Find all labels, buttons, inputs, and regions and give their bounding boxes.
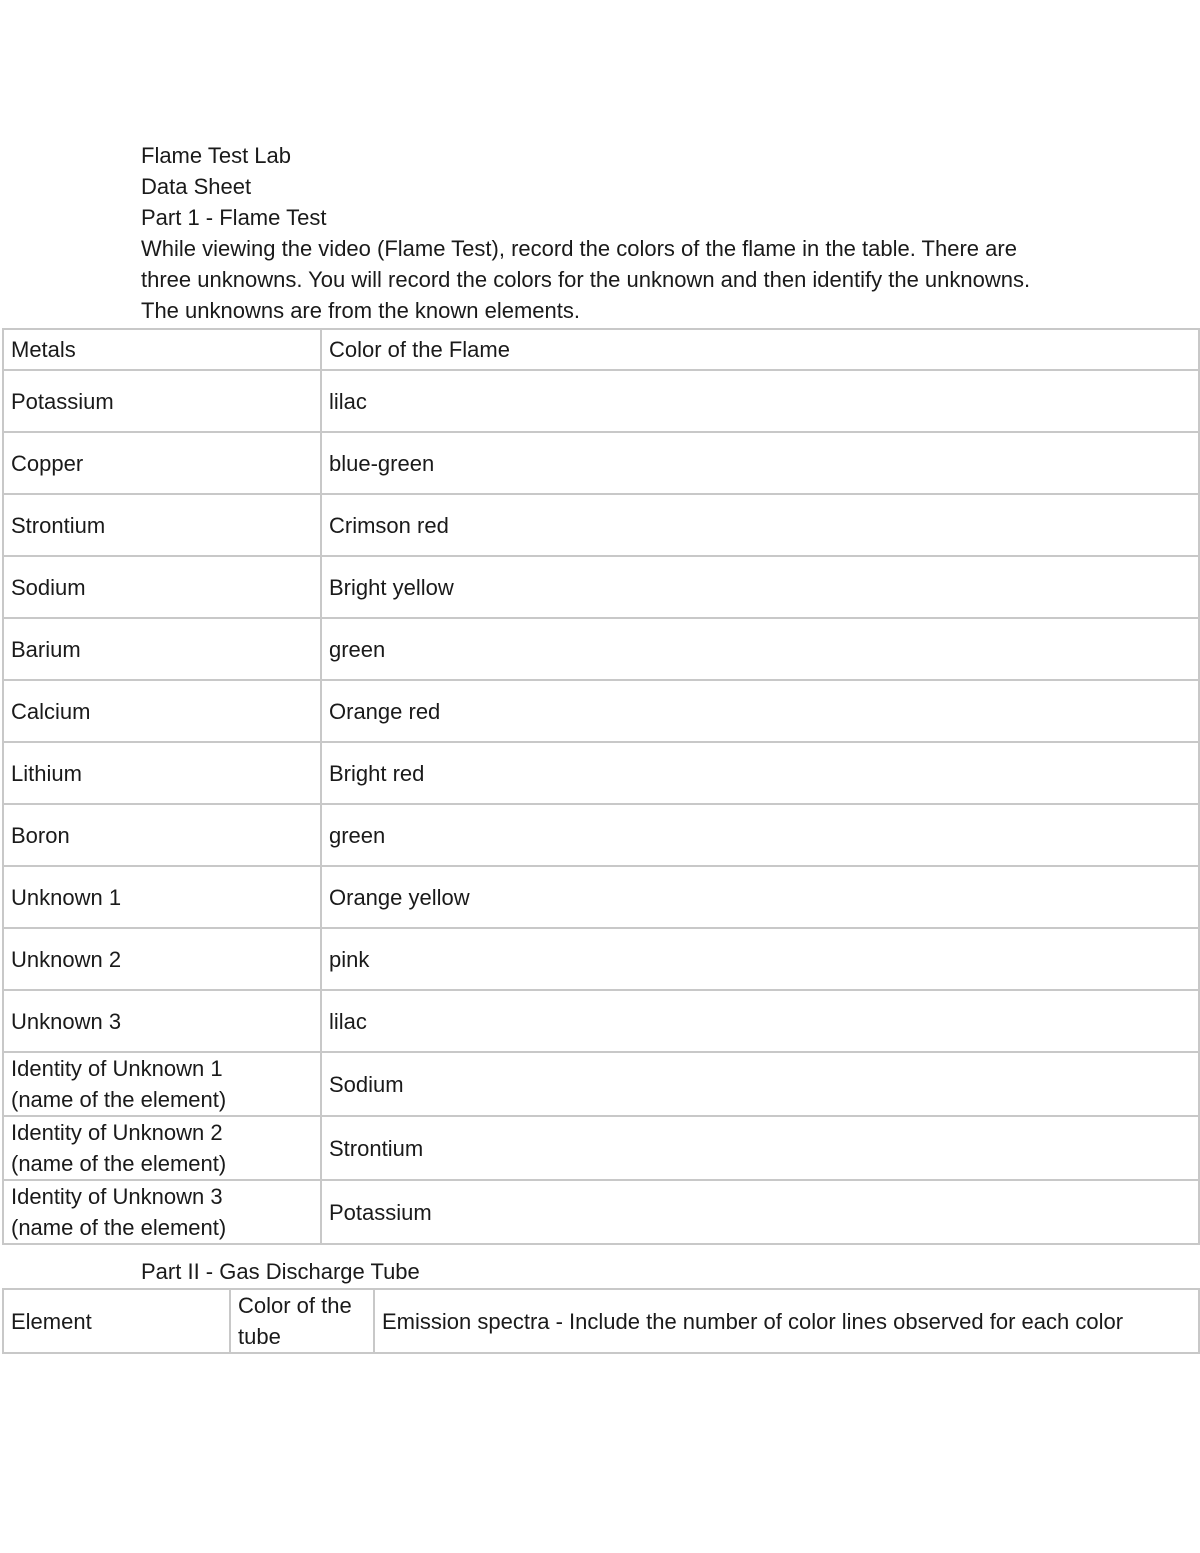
metal-cell: Barium [3, 618, 321, 680]
identity-label-line2: (name of the element) [11, 1151, 227, 1176]
gas-discharge-table [2, 1288, 1200, 1354]
identity-label-line1: Identity of Unknown 1 [11, 1056, 223, 1081]
metal-cell: Unknown 2 [3, 928, 321, 990]
metal-cell: Strontium [3, 494, 321, 556]
table-row [3, 804, 1199, 866]
identity-label-cell [3, 1180, 321, 1244]
flame-color-cell: Orange red [321, 680, 1199, 742]
table-header-row [3, 329, 1199, 370]
header-metals: Metals [3, 329, 321, 370]
page-subtitle: Data Sheet [141, 174, 252, 199]
flame-color-cell: Bright yellow [321, 556, 1199, 618]
header-flame-color: Color of the Flame [321, 329, 1199, 370]
header-emission-spectra: Emission spectra - Include the number of color lines observed for each color [374, 1289, 1199, 1353]
flame-color-cell: pink [321, 928, 1199, 990]
flame-color-cell: Orange yellow [321, 866, 1199, 928]
page-title: Flame Test Lab [141, 143, 292, 168]
flame-color-cell: lilac [321, 990, 1199, 1052]
header-tube-color [230, 1289, 374, 1353]
flame-color-cell: blue-green [321, 432, 1199, 494]
metal-cell: Potassium [3, 370, 321, 432]
metal-cell: Sodium [3, 556, 321, 618]
document-intro [141, 140, 1061, 326]
identity-row [3, 1052, 1199, 1116]
table-row [3, 742, 1199, 804]
identity-label-line1: Identity of Unknown 3 [11, 1184, 223, 1209]
table-row [3, 556, 1199, 618]
metal-cell: Boron [3, 804, 321, 866]
identity-value-cell: Potassium [321, 1180, 1199, 1244]
flame-color-cell: green [321, 804, 1199, 866]
instructions-paragraph: While viewing the video (Flame Test), record the colors of the flame in the table. There are three unknowns. You will record the colors for the unknown and then identify the unknowns. The unknowns are from the known elements. [141, 236, 1031, 323]
flame-test-table [2, 328, 1200, 1245]
table-row [3, 866, 1199, 928]
identity-row [3, 1116, 1199, 1180]
metal-cell: Unknown 1 [3, 866, 321, 928]
metal-cell: Calcium [3, 680, 321, 742]
identity-label-cell [3, 1052, 321, 1116]
identity-label-line1: Identity of Unknown 2 [11, 1120, 223, 1145]
flame-color-cell: green [321, 618, 1199, 680]
identity-value-cell: Strontium [321, 1116, 1199, 1180]
identity-label-line2: (name of the element) [11, 1215, 227, 1240]
identity-row [3, 1180, 1199, 1244]
part1-heading: Part 1 - Flame Test [141, 205, 327, 230]
table-row [3, 928, 1199, 990]
flame-color-cell: lilac [321, 370, 1199, 432]
metal-cell: Unknown 3 [3, 990, 321, 1052]
table-row [3, 494, 1199, 556]
table-row [3, 990, 1199, 1052]
identity-label-cell [3, 1116, 321, 1180]
table-header-row [3, 1289, 1199, 1353]
table-row [3, 680, 1199, 742]
identity-value-cell: Sodium [321, 1052, 1199, 1116]
identity-label-line2: (name of the element) [11, 1087, 227, 1112]
part2-heading: Part II - Gas Discharge Tube [141, 1259, 420, 1284]
table-row [3, 370, 1199, 432]
metal-cell: Copper [3, 432, 321, 494]
flame-color-cell: Bright red [321, 742, 1199, 804]
table-row [3, 432, 1199, 494]
header-tube-color-line1: Color of the [238, 1293, 352, 1318]
header-element: Element [3, 1289, 230, 1353]
metal-cell: Lithium [3, 742, 321, 804]
flame-color-cell: Crimson red [321, 494, 1199, 556]
table-row [3, 618, 1199, 680]
header-tube-color-line2: tube [238, 1324, 281, 1349]
